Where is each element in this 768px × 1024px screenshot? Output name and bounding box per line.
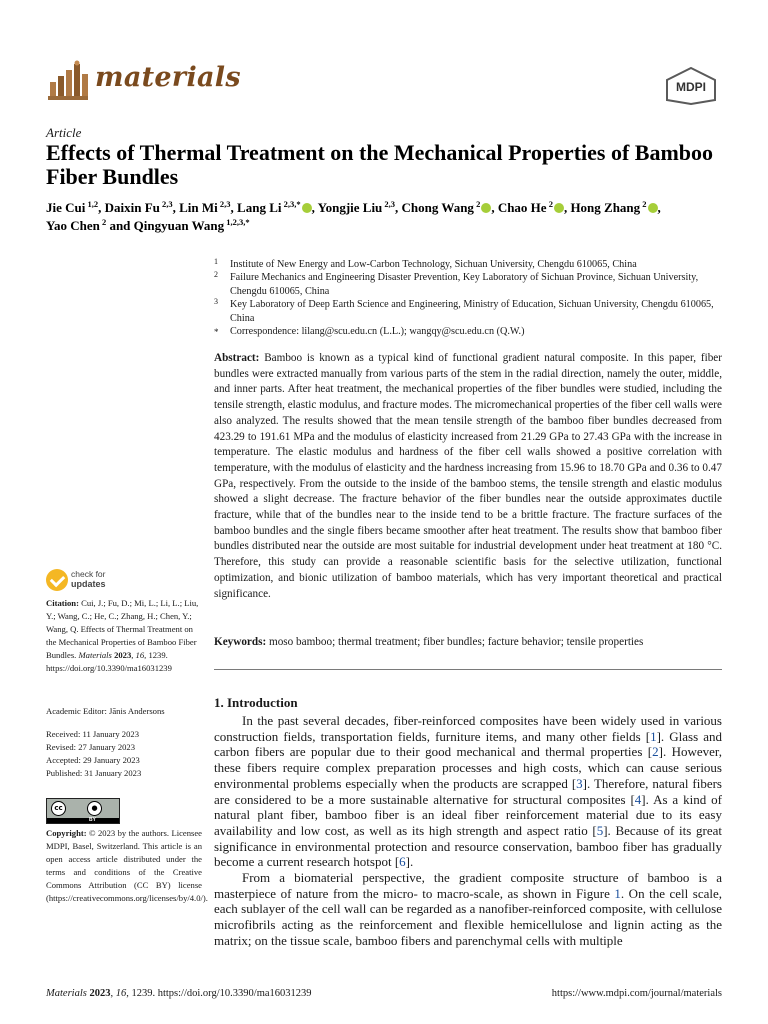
author-affiliation-marker: 2: [473, 199, 481, 209]
orcid-icon[interactable]: [481, 203, 491, 213]
person-icon: ●: [87, 801, 102, 816]
author-name[interactable]: Daixin Fu: [104, 200, 160, 215]
mdpi-logo-text: MDPI: [676, 80, 706, 94]
journal-name: materials: [95, 62, 241, 93]
affiliation-item: [214, 271, 714, 298]
author-affiliation-marker: 2,3,*: [281, 199, 301, 209]
author-name[interactable]: Hong Zhang: [570, 200, 641, 215]
footer-journal: Materials: [46, 988, 87, 999]
author-separator: ,: [311, 200, 318, 215]
abstract-label: Abstract:: [214, 352, 260, 364]
keywords-label: Keywords:: [214, 636, 267, 648]
footer-year: 2023: [89, 988, 111, 999]
paragraph-text: ]. Therefore, natural fibers are considered to be a more sustainable alternative for structural composites [: [214, 775, 722, 807]
keywords: [214, 635, 722, 650]
footer-doi[interactable]: , 1239. https://doi.org/10.3390/ma16031239: [126, 988, 312, 999]
academic-editor: Academic Editor: Jānis Andersons: [46, 706, 165, 716]
divider: [214, 669, 722, 670]
copyright-text: © 2023 by the authors. Licensee MDPI, Basel, Switzerland. This article is an open access article distributed under the terms and conditions of the Creative Commons Attribution (CC BY) license (https://creativecommons.org/licenses/by/4.0/).: [46, 828, 208, 903]
abstract-text: Bamboo is known as a typical kind of functional gradient natural composite. In this paper, fiber bundles were extracted manually from various parts of the stem in the radial direction, namely the outer, middle, and inner parts. After heat treatment, the mechanical properties of the fiber bundles were studied, including the tensile strength, elastic modulus, and fracture modes. The micromechanical properties of the fiber cell walls were also analyzed. The results showed that the mean tensile strength of the bamboo fiber bundles decreased from 423.29 to 191.61 MPa and the modulus of elasticity increased from 21.29 GPa to 27.43 GPa with the increase in temperature. The elastic modulus and hardness of the fiber cell walls showed a positive correlation with temperature, with the modulus of elasticity and the hardness increasing from 15.96 to 18.70 GPa and 0.36 to 0.47 GPa, respectively. From the outside to the inside of the bamboo stems, the tensile strength and elastic modulus showed a slight decrease. The fracture behavior of the fiber bundles near the outside approximates ductile fracture, while that of the bundles near to the inside tend to be a brittle fracture. The fracture surfaces of the bamboo bundles and the single fibers became smoother after heat treatment. The results show that bamboo fiber bundles distributed near the outside are most suitable for industrial development under heat treatment at 180 °C. Therefore, this study can provide a reasonable scientific basis for the selective utilization, functional optimization, and bionic utilization of bamboo materials, which has very important theoretical and practical significance.: [214, 352, 722, 600]
article-title: Effects of Thermal Treatment on the Mechanical Properties of Bamboo Fiber Bundles: [46, 140, 714, 189]
author-affiliation-marker: 2,3: [159, 199, 173, 209]
citation-link[interactable]: 6: [399, 854, 406, 870]
author-separator: ,: [98, 200, 105, 215]
paragraph-text: ]. Because of its great significance in environmental protection and resource conservation, bamboo fiber has gradually become a current research hotspot [: [214, 822, 722, 870]
citation-journal: Materials: [78, 650, 112, 660]
citation-text: Cui, J.; Fu, D.; Mi, L.; Li, L.; Liu, Y.; Wang, C.; He, C.; Zhang, H.; Chen, Y.; Wang, Q. Effects of Thermal Treatment on the Mechanical Properties of Bamboo Fiber Bundles.: [46, 598, 199, 660]
copyright-label: Copyright:: [46, 828, 87, 838]
check-icon: [46, 569, 68, 591]
author-affiliation-marker: 2: [99, 217, 107, 227]
citation-label: Citation:: [46, 598, 79, 608]
affiliation-text: Institute of New Energy and Low-Carbon Technology, Sichuan University, Chengdu 610065, China: [230, 259, 637, 270]
paragraph-text: From a biomaterial perspective, the gradient composite structure of bamboo is a masterpiece of nature from the micro- to macro-scale, as shown in Figure: [214, 870, 722, 901]
citation-link[interactable]: 2: [652, 744, 659, 760]
paragraph-text: ]. As a kind of natural plant fiber, bamboo fiber is an ideal fiber reinforcement material due to its easy availability and low cost, as well as its high strength and aspect ratio [: [214, 791, 722, 838]
affiliation-marker: 1: [214, 257, 218, 266]
paragraph-text: In the past several decades, fiber-reinforced composites have been widely used in various construction fields, transportation fields, furniture items, and many other fields [: [214, 713, 722, 744]
author-separator: ,: [172, 200, 180, 215]
journal-logo-icon: [46, 60, 90, 102]
affiliation-item: [214, 325, 714, 338]
accepted-date: Accepted: 29 January 2023: [46, 755, 140, 765]
affiliation-text: Key Laboratory of Deep Earth Science and Engineering, Ministry of Education, Sichuan University, Chengdu 610065, China: [230, 299, 714, 324]
citation-link[interactable]: 3: [576, 775, 583, 791]
paragraph: [214, 713, 722, 870]
cc-icon: cc: [51, 801, 66, 816]
author-separator: ,: [395, 200, 402, 215]
paragraph-text: . On the cell scale, each sublayer of the cell wall can be regarded as a nanofiber-reinforced composite, with cellulose microfibrils acting as the reinforcement and flexible hemicellulose and lignin acting as the matrix; on the tissue scale, bamboo fibers and parenchymal cells with multiple: [214, 885, 722, 948]
paragraph-text: ]. Glass and carbon fibers are popular due to their good mechanical and thermal properties [: [214, 728, 722, 760]
author-name[interactable]: Lang Li: [237, 200, 282, 215]
footer-journal-url[interactable]: https://www.mdpi.com/journal/materials: [551, 988, 722, 999]
keywords-text: moso bamboo; thermal treatment; fiber bundles; facture behavior; tensile properties: [269, 636, 644, 648]
paragraph-text: ].: [405, 854, 414, 870]
paragraph-text: ]. However, these fibers require complex preparation processes and high costs, which can cause serious environmental problems especially when the products are scrapped [: [214, 744, 722, 791]
author-affiliation-marker: 1,2: [85, 199, 99, 209]
paragraph: [214, 870, 722, 949]
affiliation-item: [214, 258, 714, 271]
citation-link[interactable]: 1: [650, 728, 657, 744]
abstract: [214, 351, 722, 602]
author-name[interactable]: Yao Chen: [46, 218, 100, 233]
by-label: BY: [89, 817, 96, 823]
dates: [46, 728, 202, 780]
author-name[interactable]: Jie Cui: [46, 200, 86, 215]
received-date: Received: 11 January 2023: [46, 729, 139, 739]
citation-link[interactable]: 4: [634, 791, 642, 807]
figure-reference-link[interactable]: 1: [614, 885, 621, 901]
citation: Citation: Cui, J.; Fu, D.; Mi, L.; Li, L.; Liu, Y.; Wang, C.; He, C.; Zhang, H.; Chen, Y.; Wang, Q. Effects of Thermal Treatment on the Mechanical Properties of Bamboo Fiber Bundles. Materials 2023, 16, 1239. https://doi.org/10.3390/ma16031239: [46, 598, 199, 673]
author-affiliation-marker: 2,3: [382, 199, 396, 209]
article-type: Article: [46, 125, 82, 140]
author-separator: and: [106, 218, 134, 233]
orcid-icon[interactable]: [554, 203, 564, 213]
check-for-updates-button[interactable]: [46, 569, 126, 591]
orcid-icon[interactable]: [302, 203, 312, 213]
affiliation-text: Correspondence: lilang@scu.edu.cn (L.L.); wangqy@scu.edu.cn (Q.W.): [230, 326, 525, 338]
published-date: Published: 31 January 2023: [46, 768, 142, 778]
author-separator: ,: [230, 200, 238, 215]
author-name[interactable]: Chong Wang: [401, 200, 474, 215]
copyright-notice: [46, 827, 208, 905]
citation-link[interactable]: 5: [596, 822, 604, 838]
affiliation-marker: *: [214, 327, 219, 338]
author-affiliation-marker: 2: [546, 199, 553, 209]
author-list: [46, 199, 736, 235]
check-updates-line2: updates: [71, 578, 106, 589]
author-affiliation-marker: 2: [640, 199, 647, 209]
mdpi-logo: [665, 67, 717, 105]
author-separator: ,: [657, 200, 661, 215]
author-name[interactable]: Yongjie Liu: [317, 200, 383, 215]
author-name[interactable]: Lin Mi: [179, 200, 218, 215]
author-name[interactable]: Chao He: [497, 200, 547, 215]
citation-volume: 16: [135, 650, 145, 660]
revised-date: Revised: 27 January 2023: [46, 742, 136, 752]
affiliation-item: [214, 298, 714, 325]
cc-by-license-badge[interactable]: [46, 798, 120, 824]
footer-citation: Materials 2023, 16, 1239. https://doi.org/10.3390/ma16031239: [46, 988, 312, 999]
orcid-icon[interactable]: [648, 203, 658, 213]
citation-year: 2023: [114, 650, 132, 660]
footer-volume: 16: [115, 988, 127, 999]
author-separator: ,: [491, 200, 498, 215]
citation-doi[interactable]: , 1239. https://doi.org/10.3390/ma16031239: [46, 650, 172, 673]
author-name[interactable]: Qingyuan Wang: [133, 218, 225, 233]
author-separator: ,: [563, 200, 571, 215]
section-heading: 1. Introduction: [214, 695, 298, 710]
author-affiliation-marker: 2,3: [217, 199, 231, 209]
author-affiliation-marker: 1,2,3,*: [224, 217, 250, 227]
affiliation-marker: 3: [214, 297, 218, 307]
affiliations: [214, 258, 714, 338]
introduction-text: [214, 713, 722, 949]
affiliation-text: Failure Mechanics and Engineering Disaster Prevention, Key Laboratory of Sichuan Province, Sichuan University, Chengdu 610065, China: [230, 272, 699, 297]
affiliation-marker: 2: [214, 270, 218, 280]
check-updates-line1: check for: [71, 569, 106, 579]
